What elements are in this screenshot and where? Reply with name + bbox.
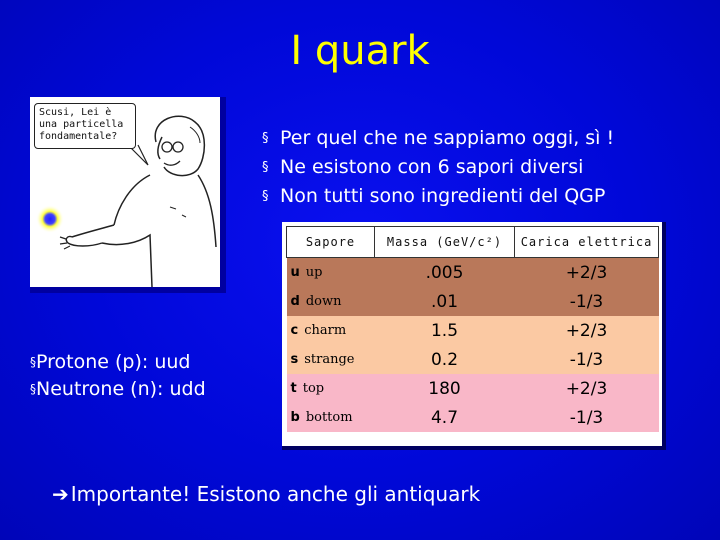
square-bullet-icon: § xyxy=(262,131,269,146)
mass-cell: 4.7 xyxy=(430,407,459,428)
speech-bubble: Scusi, Lei è una particella fondamentale? xyxy=(34,103,136,149)
charge-cell: +2/3 xyxy=(565,320,608,341)
table-row xyxy=(287,374,659,403)
quark-table xyxy=(282,222,666,450)
table-row xyxy=(287,345,659,374)
flavor-cell: b bottom xyxy=(290,410,353,425)
bullet-item: § Non tutti sono ingredienti del QGP xyxy=(262,182,614,211)
composition-list xyxy=(30,349,206,403)
flavor-cell: c charm xyxy=(290,323,347,338)
charge-cell: -1/3 xyxy=(569,349,604,370)
bullet-item: § Ne esistono con 6 sapori diversi xyxy=(262,153,614,182)
footer-note: ➔ Importante! Esistono anche gli antiquark xyxy=(52,482,481,506)
mass-cell: 180 xyxy=(428,378,461,399)
mass-cell: .005 xyxy=(425,262,464,283)
square-bullet-icon: § xyxy=(30,355,36,369)
header-flavor: Sapore xyxy=(287,227,375,258)
composition-item: §Neutrone (n): udd xyxy=(30,378,206,400)
mass-cell: 1.5 xyxy=(430,320,459,341)
arrow-right-icon: ➔ xyxy=(52,482,69,506)
table-row xyxy=(287,258,659,288)
mass-cell: .01 xyxy=(430,291,459,312)
charge-cell: -1/3 xyxy=(569,291,604,312)
charge-cell: -1/3 xyxy=(569,407,604,428)
bullet-item: § Per quel che ne sappiamo oggi, sì ! xyxy=(262,124,614,153)
charge-cell: +2/3 xyxy=(565,378,608,399)
table-row xyxy=(287,287,659,316)
flavor-cell: s strange xyxy=(290,352,355,367)
square-bullet-icon: § xyxy=(30,382,36,396)
charge-cell: +2/3 xyxy=(565,262,608,283)
table-row xyxy=(287,316,659,345)
header-charge: Carica elettrica xyxy=(515,227,659,258)
header-mass: Massa (GeV/c²) xyxy=(375,227,515,258)
flavor-cell: d down xyxy=(290,294,342,309)
bullet-list xyxy=(262,124,614,211)
flavor-cell: t top xyxy=(290,381,325,396)
square-bullet-icon: § xyxy=(262,189,269,204)
particle-icon xyxy=(36,205,64,233)
mass-cell: 0.2 xyxy=(430,349,459,370)
square-bullet-icon: § xyxy=(262,160,269,175)
composition-item: §Protone (p): uud xyxy=(30,351,191,373)
flavor-cell: u up xyxy=(290,265,323,280)
slide-title: I quark xyxy=(290,28,430,74)
table-row xyxy=(287,403,659,432)
